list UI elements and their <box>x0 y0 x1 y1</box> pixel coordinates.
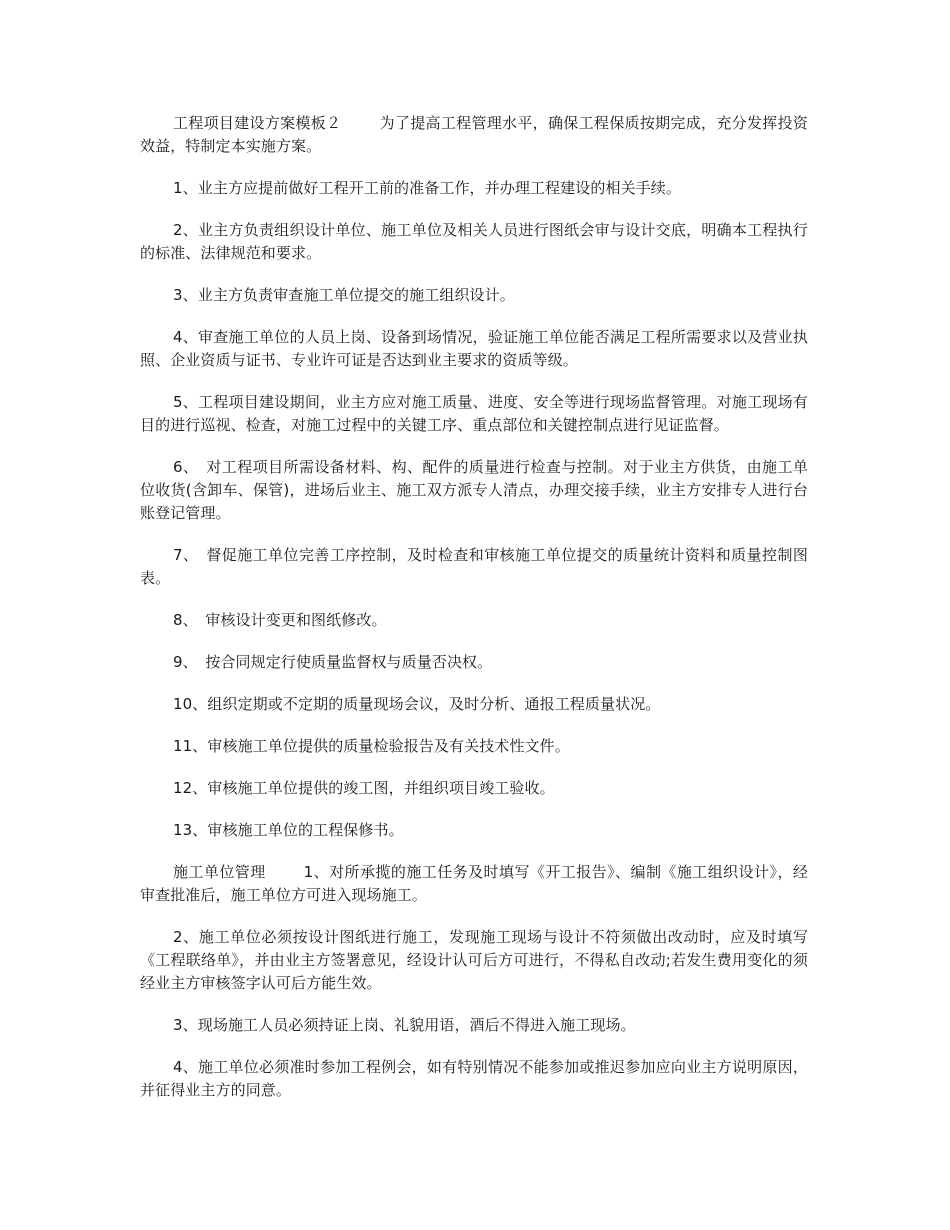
owner-item-3: 3、业主方负责审查施工单位提交的施工组织设计。 <box>173 286 515 304</box>
owner-item-4: 4、审查施工单位的人员上岗、设备到场情况，验证施工单位能否满足工程所需要求以及营业执照、企业资质与证书、专业许可证是否达到业主要求的资质等级。 <box>140 328 808 369</box>
contractor-item-1: 1、对所承揽的施工任务及时填写《开工报告》、编制《施工组织设计》，经审查批准后，施工单位方可进入现场施工。 <box>140 863 808 904</box>
owner-item-13: 13、审核施工单位的工程保修书。 <box>173 821 404 839</box>
intro-text: 为了提高工程管理水平，确保工程保质按期完成，充分发挥投资效益，特制定本实施方案。 <box>140 114 808 155</box>
document-page <box>140 112 808 1121</box>
intro-paragraph <box>140 112 808 158</box>
owner-item-6: 6、 对工程项目所需设备材料、构、配件的质量进行检查与控制。对于业主方供货，由施工单位收货(含卸车、保管)，进场后业主、施工双方派专人清点，办理交接手续，业主方安排专人进行台账登记管理。 <box>140 458 808 522</box>
document-title: 工程项目建设方案模板２ <box>173 114 342 132</box>
owner-item-2: 2、业主方负责组织设计单位、施工单位及相关人员进行图纸会审与设计交底，明确本工程执行的标准、法律规范和要求。 <box>140 221 808 262</box>
contractor-paragraph <box>140 861 808 907</box>
owner-item-1: 1、业主方应提前做好工程开工前的准备工作，并办理工程建设的相关手续。 <box>173 179 681 197</box>
owner-item-9: 9、 按合同规定行使质量监督权与质量否决权。 <box>173 653 493 671</box>
owner-item-11: 11、审核施工单位提供的质量检验报告及有关技术性文件。 <box>173 737 570 755</box>
owner-item-12: 12、审核施工单位提供的竣工图，并组织项目竣工验收。 <box>173 779 555 797</box>
owner-item-8: 8、 审核设计变更和图纸修改。 <box>173 611 387 629</box>
owner-item-5: 5、工程项目建设期间，业主方应对施工质量、进度、安全等进行现场监督管理。对施工现场有目的进行巡视、检查，对施工过程中的关键工序、重点部位和关键控制点进行见证监督。 <box>140 393 808 434</box>
contractor-item-3: 3、现场施工人员必须持证上岗、礼貌用语，酒后不得进入施工现场。 <box>173 1016 636 1034</box>
contractor-item-4: 4、施工单位必须准时参加工程例会，如有特别情况不能参加或推迟参加应向业主方说明原因，并征得业主方的同意。 <box>140 1058 808 1099</box>
section-heading: 施工单位管理 <box>173 863 266 881</box>
owner-item-7: 7、 督促施工单位完善工序控制，及时检查和审核施工单位提交的质量统计资料和质量控制图表。 <box>140 546 808 587</box>
owner-item-10: 10、组织定期或不定期的质量现场会议，及时分析、通报工程质量状况。 <box>173 695 661 713</box>
contractor-item-2: 2、施工单位必须按设计图纸进行施工，发现施工现场与设计不符须做出改动时，应及时填写《工程联络单》，并由业主方签署意见，经设计认可后方可进行，不得私自改动;若发生费用变化的须经业主方审核签字认可后方能生效。 <box>140 928 808 992</box>
